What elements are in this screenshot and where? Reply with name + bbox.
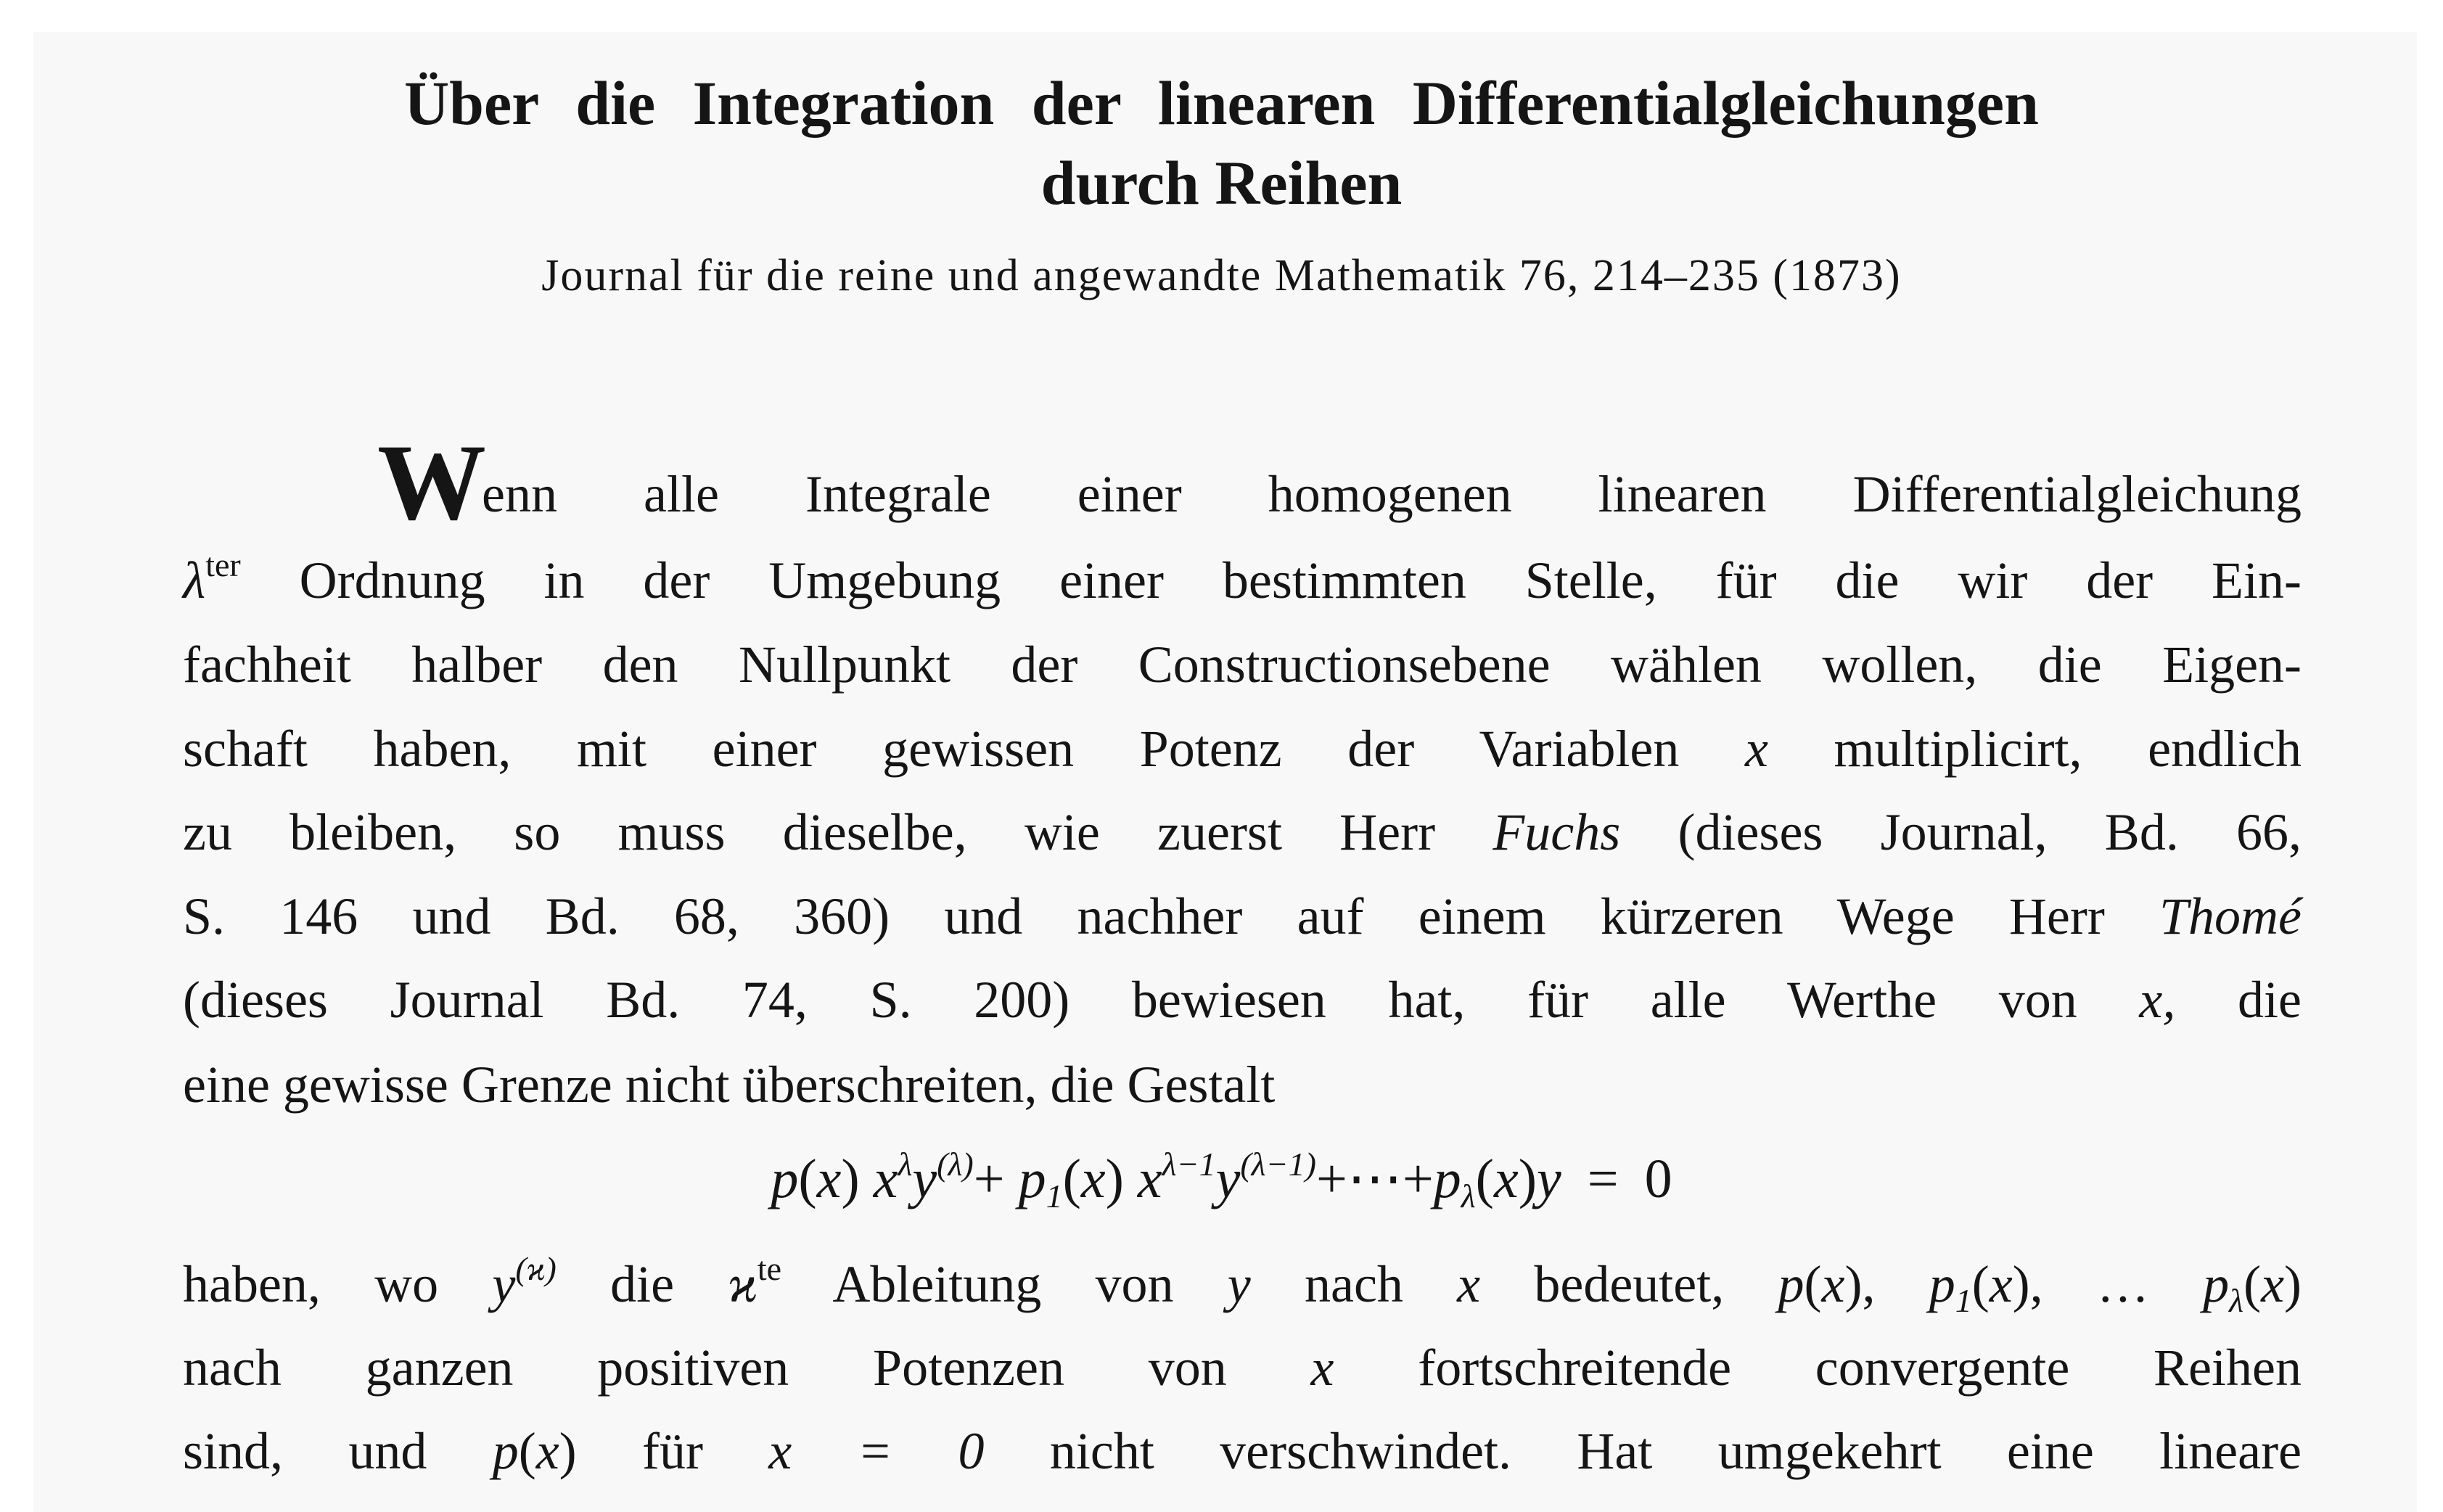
paragraph-1-line-6: S. 146 und Bd. 68, 360) und nachher auf einem kürzeren Wege Herr Thomé bbox=[183, 887, 2302, 945]
paragraph-1-line-5: zu bleiben, so muss dieselbe, wie zuerst Herr Fuchs (dieses Journal, Bd. 66, bbox=[183, 803, 2302, 861]
paragraph-1-line-8: eine gewisse Grenze nicht überschreiten, die Gestalt bbox=[183, 1056, 1276, 1114]
paragraph-1-line-4: schaft haben, mit einer gewissen Potenz der Variablen x multiplicirt, endlich bbox=[183, 720, 2302, 778]
paragraph-2-line-2: nach ganzen positiven Potenzen von x fortschreitende convergente Reihen bbox=[183, 1339, 2302, 1397]
article-title-line-2: durch Reihen bbox=[1040, 148, 1403, 218]
article-title-line-1: Über die Integration der linearen Differentialgleichungen bbox=[404, 68, 2039, 138]
drop-cap: W bbox=[377, 422, 482, 543]
paragraph-1-line-2: $\lambda^{ter}$ Ordnung in der Umgebung einer bestimmten Stelle, für die wir der Ein- bbox=[183, 546, 2302, 609]
author-name-fuchs: Fuchs bbox=[1493, 803, 1621, 861]
paragraph-2-line-1: haben, wo $y^{(ϰ)}$ die $ϰ^{te}$ Ableitung von y nach x bedeutet, p(x), $p_1(x)$, … $p_\lambda(x)$ bbox=[183, 1250, 2302, 1319]
paragraph-1-line-7: (dieses Journal Bd. 74, S. 200) bewiesen hat, für alle Werthe von x, die bbox=[183, 971, 2302, 1029]
display-equation: p(x) $x^\lambda y^{(\lambda)}+ p_1(x)$ $x^{\lambda-1}y^{(\lambda-1)}+\cdots+p_\lambda(x)y = 0$ bbox=[771, 1146, 1672, 1215]
paragraph-2-line-3: sind, und p(x) für x = 0 nicht verschwindet. Hat umgekehrt eine lineare bbox=[183, 1422, 2302, 1480]
author-name-thome: Thomé bbox=[2159, 887, 2302, 945]
journal-citation: Journal für die reine und angewandte Mathematik 76, 214–235 (1873) bbox=[541, 251, 1902, 300]
paragraph-1-line-3: fachheit halber den Nullpunkt der Constructionsebene wählen wollen, die Eigen- bbox=[183, 636, 2302, 694]
paragraph-1-line-1: Wenn alle Integrale einer homogenen linearen Differentialgleichung bbox=[377, 422, 2302, 543]
